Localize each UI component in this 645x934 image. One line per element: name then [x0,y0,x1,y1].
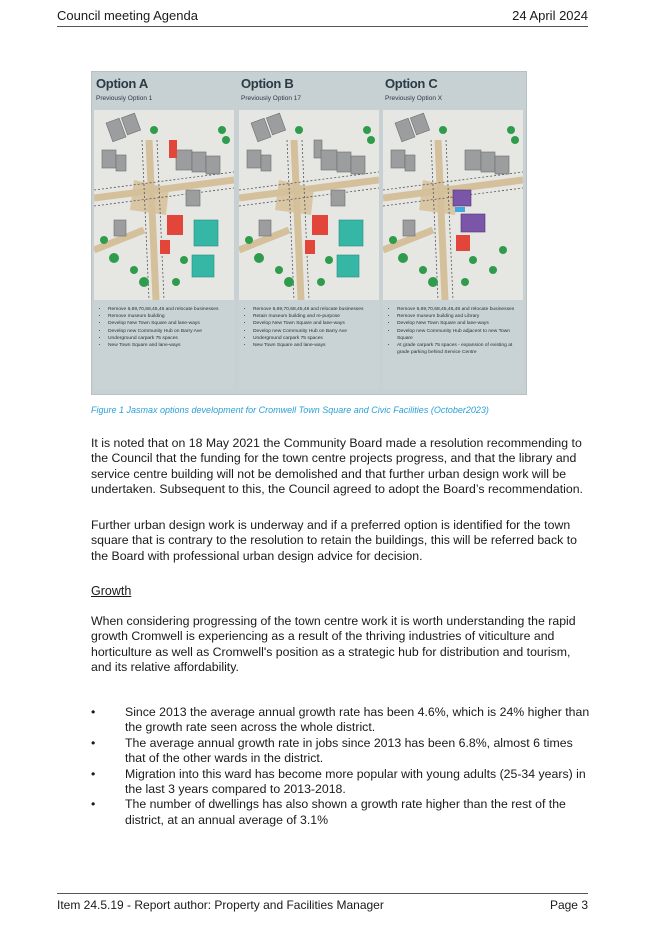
note-item: • New Town Square and lane-ways [253,342,375,349]
option-subtitle: Previously Option X [385,95,443,102]
page-number: Page 3 [549,898,588,912]
note-item: • Retain museum building and re-purpose [253,313,375,320]
option-subtitle: Previously Option 17 [241,95,301,102]
option-b-map [239,110,379,300]
bullet-icon: • [91,735,96,750]
footer-item: Item 24.5.19 - Report author: Property and Facilities Manager [57,898,384,912]
bullet-icon: • [91,797,96,812]
bullet-text: Since 2013 the average annual growth rate has been 4.6%, which is 24% higher than the growth rate seen across the whole district. [125,705,590,735]
note-item: • Remove 6,69,70,68,45,46,48 and relocate businesses [397,306,519,313]
note-item: • Develop New Town Square and lane-ways [108,320,230,327]
site-plan-map [94,110,234,300]
growth-heading: Growth [91,584,132,598]
option-a-panel [94,76,234,390]
note-item: • Underground carpark 75 spaces [108,335,230,342]
site-plan-map [239,110,379,300]
bullet-icon: • [91,705,96,719]
note-item: • Remove 6,69,70,68,45,46 and relocate businesses [253,306,375,313]
option-notes [239,300,379,390]
bullet-text: The average annual growth rate in jobs since 2013 has been 6.8%, almost 6 times that of the other wards in the district. [125,735,573,766]
list-item [91,705,591,736]
note-item: • New Town Square and lane-ways [108,342,230,349]
bullet-text: The number of dwellings has also shown a growth rate higher than the rest of the district, at an annual average of 3.1% [125,797,566,827]
paragraph-urban-design: Further urban design work is underway and if a preferred option is identified for the town square that is contrary to the resolution to retain the buildings, this will be referred back to the Board with professional urban design advice for decision. [91,518,577,563]
note-item: • Develop New Town Square and lane-ways [397,320,519,327]
growth-bullets [91,705,591,828]
option-notes [383,300,523,390]
note-item: • Remove museum building [108,313,230,320]
bullet-text: Migration into this ward has become more popular with young adults (25-34 years) in the last 3 years compared to 2013-2018. [125,766,586,797]
note-item: • Remove 6,69,70,68,45,46 and relocate businesses [108,306,230,313]
page-footer [57,893,588,912]
bullet-icon: • [91,766,96,781]
option-a-map [94,110,234,300]
option-subtitle: Previously Option 1 [96,95,153,102]
option-title: Option C [385,76,438,91]
options-figure [91,71,527,395]
note-item: • Develop New Town Square and lane-ways [253,320,375,327]
figure-caption: Figure 1 Jasmax options development for Cromwell Town Square and Civic Facilities (October2023) [91,405,489,415]
option-title: Option B [241,76,294,91]
list-item [91,736,591,767]
growth-intro: When considering progressing of the town centre work it is worth understanding the rapid growth Cromwell is experiencing as a result of the thriving industries of viticulture and horticulture as well as Cromwell's position as a strategic hub for distribution and tourism, and its relative affordability. [91,614,576,675]
note-item: • Remove museum building and Library [397,313,519,320]
note-item: • Develop new Community Hub on Barry Ave [108,328,230,335]
option-title: Option A [96,76,148,91]
list-item [91,797,591,828]
option-c-panel [383,76,523,390]
option-c-map [383,110,523,300]
header-date: 24 April 2024 [512,8,588,23]
note-item: • Develop new Community Hub adjacent to new Town Square [397,328,519,342]
option-b-panel [239,76,379,390]
paragraph-resolution: It is noted that on 18 May 2021 the Community Board made a resolution recommending to the Council that the funding for the town centre projects progress, and that the library and service centre building will not be demolished and that further urban design work will be undertaken. Subsequent to this, the Council agreed to adopt the Board’s recommendation. [91,436,583,497]
header-title: Council meeting Agenda [57,8,198,23]
note-item: • At grade carpark 75 spaces - expansion of existing at grade parking behind Service Centre [397,342,519,356]
site-plan-map [383,110,523,300]
option-notes [94,300,234,390]
list-item [91,767,591,798]
page-header [57,8,588,27]
note-item: • Underground carpark 75 spaces [253,335,375,342]
note-item: • Develop new Community Hub on Barry Ave [253,328,375,335]
